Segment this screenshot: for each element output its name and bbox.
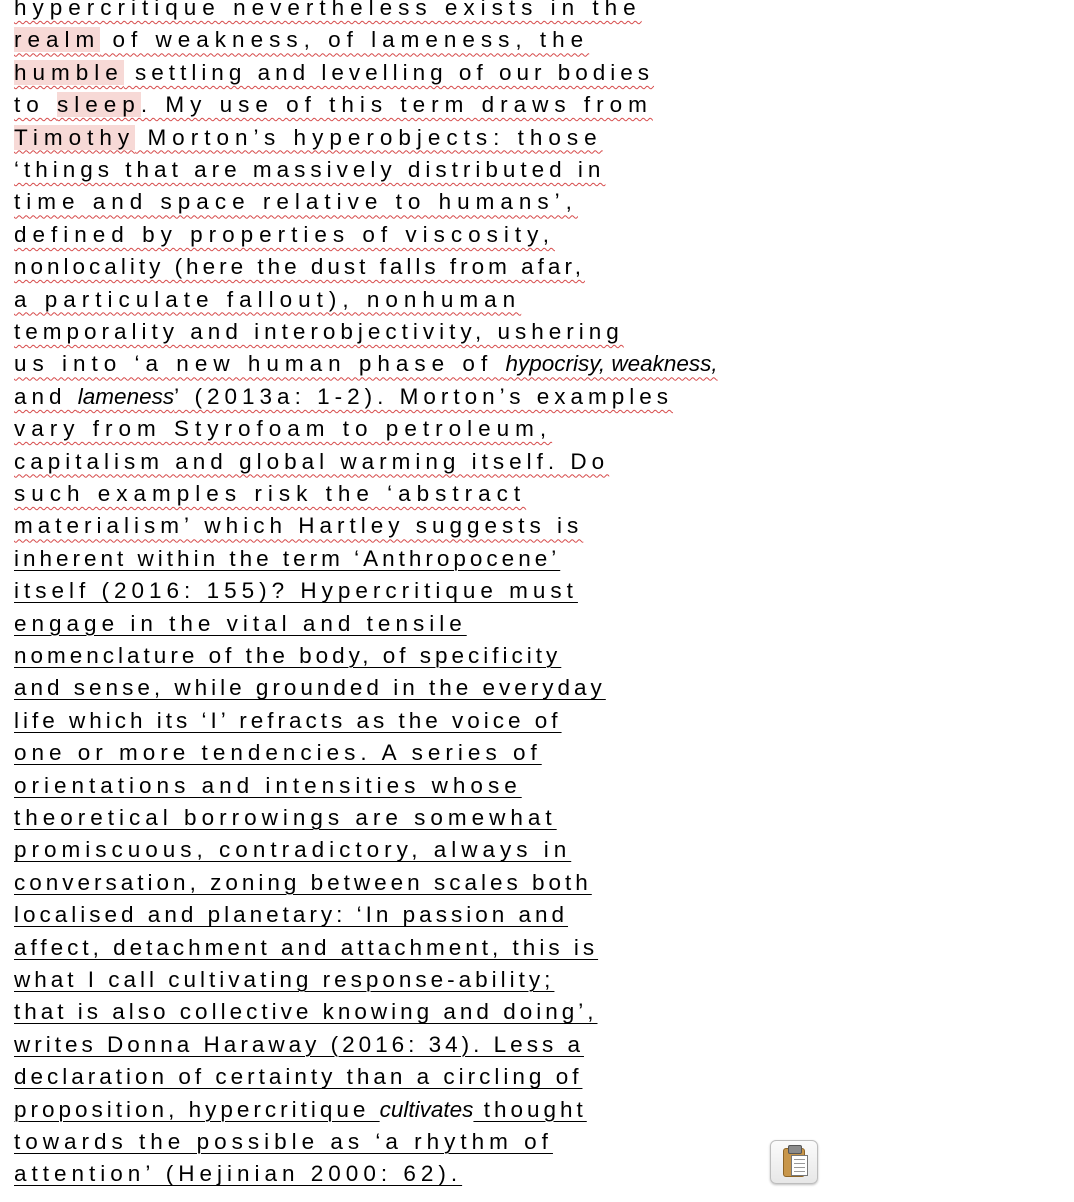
- text-segment: capitalism and global warming itself. Do: [14, 448, 610, 474]
- text-segment: life which its ‘I’ refracts as the voice of: [14, 707, 562, 733]
- text-line: [14, 316, 624, 348]
- italic-text: hypocrisy, weakness,: [505, 351, 718, 377]
- text-segment: of weakness, of lameness, the: [100, 27, 590, 53]
- paste-options-button[interactable]: [770, 1140, 818, 1184]
- text-line: [14, 543, 560, 575]
- text-line: [14, 705, 562, 737]
- text-segment: thought: [473, 1096, 587, 1122]
- text-line: [14, 575, 578, 607]
- text-segment: . My use of this term draws from: [140, 92, 653, 118]
- text-segment: nonlocality (here the dust falls from afar,: [14, 254, 585, 280]
- text-line: [14, 478, 526, 510]
- text-segment: inherent within the term ‘Anthropocene’: [14, 545, 561, 571]
- highlighted-word: Timothy: [14, 124, 136, 150]
- text-segment: defined by properties of viscosity,: [14, 221, 555, 247]
- text-line: [14, 57, 654, 89]
- text-line: [14, 1126, 553, 1158]
- text-line: [14, 608, 467, 640]
- text-segment: engage in the vital and tensile: [14, 610, 467, 636]
- text-segment: ’ (2013a: 1-2). Morton’s examples: [174, 383, 674, 409]
- text-line: [14, 24, 589, 56]
- text-segment: affect, detachment and attachment, this is: [14, 934, 599, 960]
- text-line: [14, 219, 555, 251]
- text-line: [14, 834, 571, 866]
- clipboard-sheet: [791, 1155, 808, 1176]
- text-line: [14, 413, 552, 445]
- highlighted-word: sleep: [57, 92, 141, 118]
- text-segment: temporality and interobjectivity, ushering: [14, 319, 624, 344]
- text-line: [14, 964, 554, 996]
- text-line: [14, 381, 673, 413]
- text-segment: conversation, zoning between scales both: [14, 869, 592, 895]
- text-segment: theoretical borrowings are somewhat: [14, 805, 557, 830]
- text-line: [14, 510, 583, 542]
- text-segment: and sense, while grounded in the everyday: [14, 675, 606, 701]
- text-line: [14, 672, 606, 704]
- text-line: [14, 0, 642, 24]
- text-segment: a particulate fallout), nonhuman: [14, 286, 522, 312]
- text-line: [14, 122, 603, 154]
- text-segment: settling and levelling of our bodies: [123, 59, 655, 85]
- text-line: [14, 251, 585, 283]
- text-line: [14, 802, 557, 834]
- text-segment: nomenclature of the body, of specificity: [14, 643, 562, 668]
- text-segment: such examples risk the ‘abstract: [14, 481, 527, 506]
- text-line: [14, 89, 653, 121]
- text-segment: orientations and intensities whose: [14, 772, 522, 798]
- text-segment: vary from Styrofoam to petroleum,: [14, 416, 553, 442]
- text-segment: hypercritique nevertheless exists in the: [14, 0, 642, 20]
- highlighted-word: realm: [14, 27, 101, 53]
- text-line: [14, 996, 598, 1028]
- text-line: [14, 186, 578, 218]
- text-segment: declaration of certainty than a circling of: [14, 1064, 583, 1090]
- text-segment: writes Donna Haraway (2016: 34). Less a: [14, 1031, 584, 1057]
- text-line: [14, 1158, 462, 1190]
- text-line: [14, 932, 598, 964]
- text-line: [14, 284, 521, 316]
- italic-text: cultivates: [379, 1096, 474, 1122]
- text-line: [14, 899, 568, 931]
- text-line: [14, 770, 522, 802]
- text-segment: us into ‘a new human phase of: [14, 351, 506, 377]
- text-segment: and: [14, 383, 78, 409]
- text-line: [14, 867, 592, 899]
- text-segment: attention’ (Hejinian 2000: 62).: [14, 1161, 463, 1187]
- text-line: [14, 1029, 584, 1061]
- clipboard-clip: [788, 1145, 802, 1154]
- text-line: [14, 1094, 587, 1126]
- highlighted-word: humble: [14, 59, 124, 85]
- text-segment: to: [14, 92, 58, 118]
- text-line: [14, 1061, 582, 1093]
- text-segment: materialism’ which Hartley suggests is: [14, 513, 584, 539]
- italic-text: lameness: [77, 383, 175, 409]
- text-line: [14, 446, 609, 478]
- text-segment: itself (2016: 155)? Hypercritique must: [14, 578, 578, 604]
- text-segment: what I call cultivating response-ability;: [14, 967, 555, 992]
- text-segment: time and space relative to humans’,: [14, 189, 578, 215]
- text-segment: proposition, hypercritique: [14, 1096, 380, 1122]
- text-segment: localised and planetary: ‘In passion and: [14, 902, 569, 928]
- text-segment: ‘things that are massively distributed in: [14, 157, 606, 182]
- text-line: [14, 348, 718, 380]
- text-line: [14, 737, 542, 769]
- text-segment: that is also collective knowing and doing’,: [14, 999, 598, 1025]
- text-segment: Morton’s hyperobjects: those: [135, 124, 603, 150]
- text-line: [14, 154, 605, 186]
- text-segment: promiscuous, contradictory, always in: [14, 837, 572, 863]
- text-line: [14, 640, 561, 672]
- text-segment: towards the possible as ‘a rhythm of: [14, 1129, 553, 1154]
- text-segment: one or more tendencies. A series of: [14, 740, 542, 766]
